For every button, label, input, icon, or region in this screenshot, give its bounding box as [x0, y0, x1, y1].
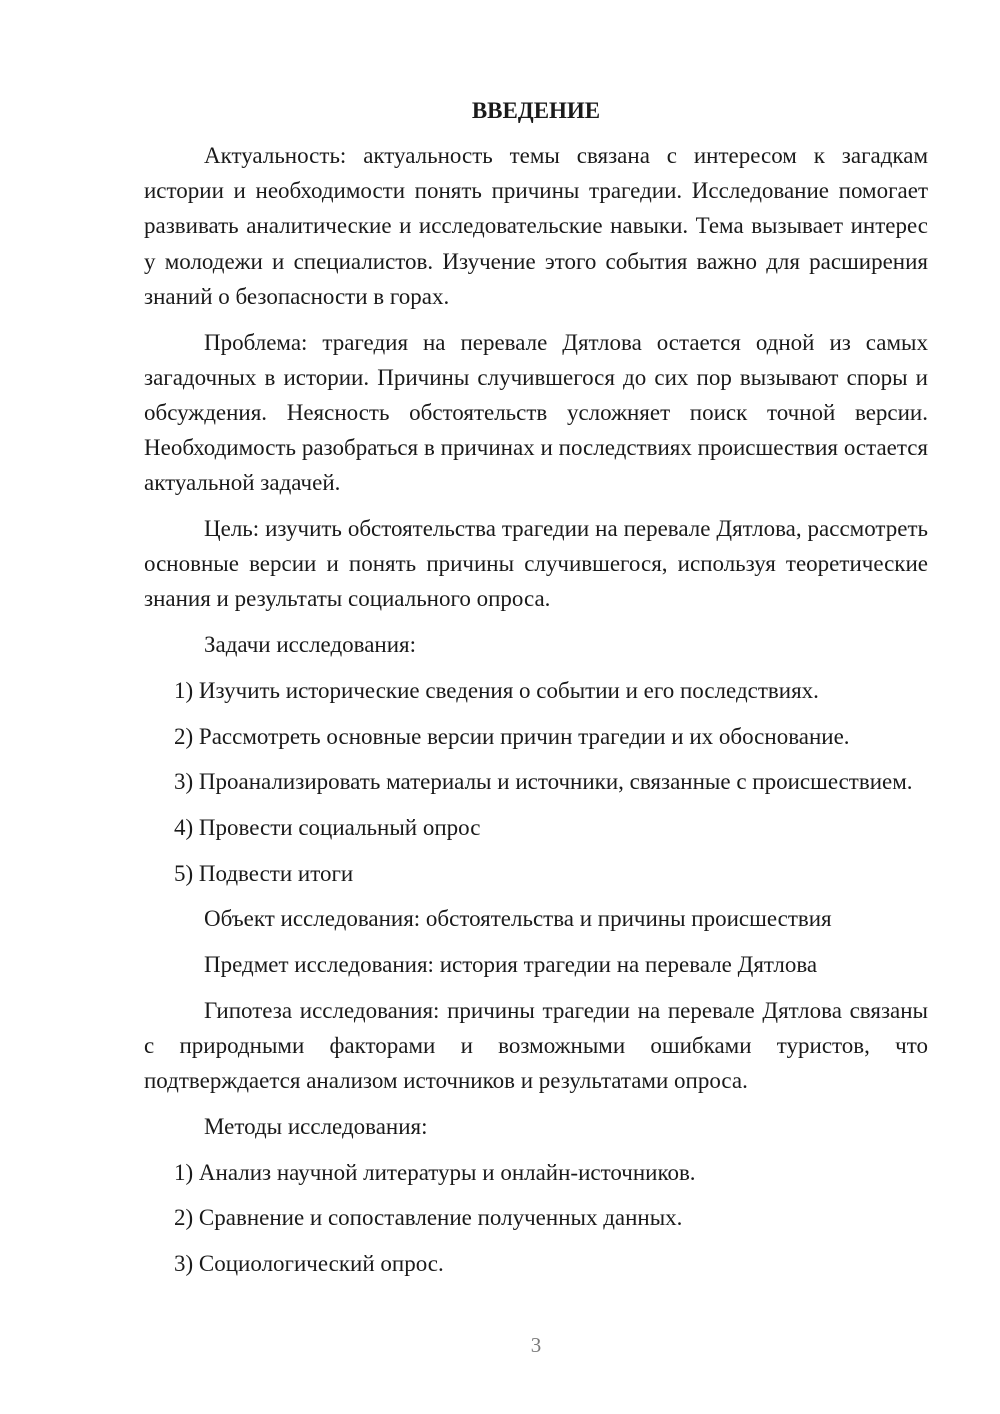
relevance-paragraph: Актуальность: актуальность темы связана с интересом к загадкам истории и необходимости понять причины трагедии. Исследование помогает развивать аналитические и исследовательские навыки. Тема вызывает интерес у молодежи и специалистов. Изучение этого события важно для расширения знаний о безопасности в горах. — [144, 143, 928, 309]
methods-heading: Методы исследования: — [204, 1113, 428, 1139]
method-item-3: 3) Социологический опрос. — [174, 1250, 444, 1276]
method-item-1: 1) Анализ научной литературы и онлайн-источников. — [174, 1159, 696, 1185]
page-content — [144, 96, 928, 1292]
hypothesis-paragraph: Гипотеза исследования: причины трагедии на перевале Дятлова связаны с природными факторами и возможными ошибками туристов, что подтверждается анализом источников и результатами опроса. — [144, 997, 928, 1094]
research-object: Объект исследования: обстоятельства и причины происшествия — [204, 906, 832, 932]
goal-paragraph: Цель: изучить обстоятельства трагедии на перевале Дятлова, рассмотреть основные версии и понять причины случившегося, используя теоретические знания и результаты социального опроса. — [144, 516, 928, 612]
task-item-1: 1) Изучить исторические сведения о событии и его последствиях. — [174, 677, 819, 703]
research-subject: Предмет исследования: история трагедии на перевале Дятлова — [204, 952, 818, 978]
task-item-4: 4) Провести социальный опрос — [174, 814, 481, 840]
section-title: ВВЕДЕНИЕ — [471, 98, 601, 123]
task-item-3: 3) Проанализировать материалы и источники, связанные с происшествием. — [174, 769, 913, 795]
task-item-5: 5) Подвести итоги — [174, 860, 354, 886]
page-number: 3 — [530, 1333, 542, 1357]
task-item-2: 2) Рассмотреть основные версии причин трагедии и их обоснование. — [174, 723, 850, 749]
method-item-2: 2) Сравнение и сопоставление полученных данных. — [174, 1205, 683, 1231]
problem-paragraph: Проблема: трагедия на перевале Дятлова остается одной из самых загадочных в истории. Причины случившегося до сих пор вызывают споры и обсуждения. Неясность обстоятельств усложняет поиск точной версии. Необходимость разобраться в причинах и последствиях происшествия остается актуальной задачей. — [144, 329, 928, 496]
tasks-heading: Задачи исследования: — [204, 632, 417, 658]
